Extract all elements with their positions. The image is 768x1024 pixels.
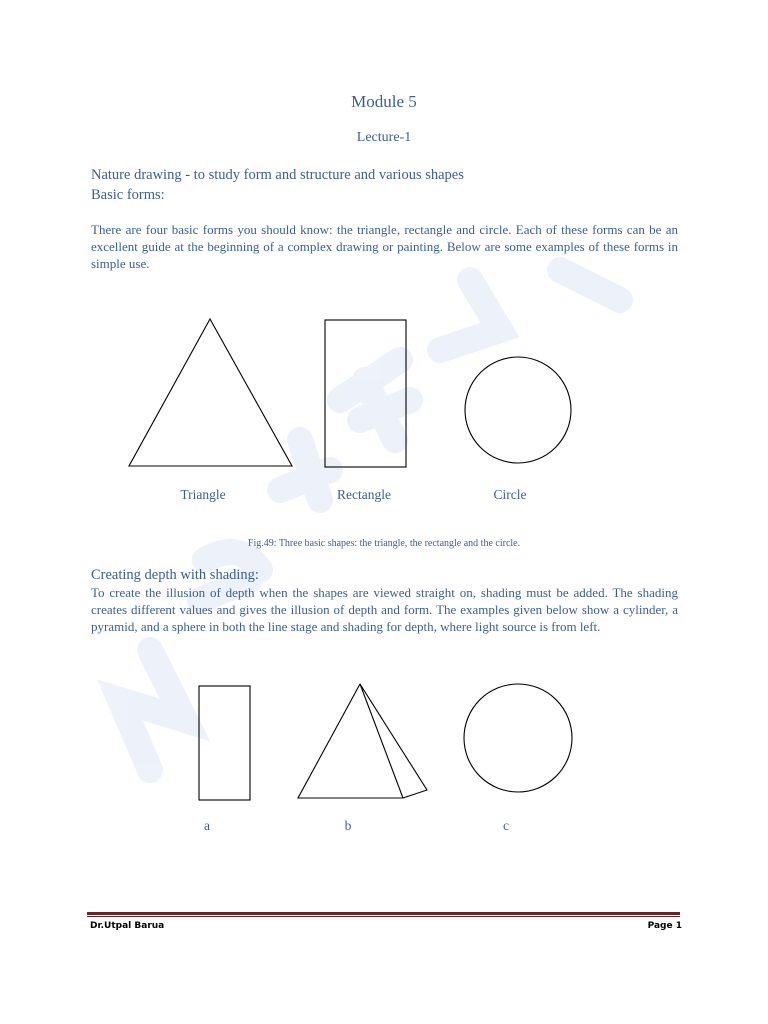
section-heading: Nature drawing - to study form and structure and various shapes <box>91 167 464 183</box>
circle-label: Circle <box>493 487 527 502</box>
triangle-label: Triangle <box>180 487 226 502</box>
sphere-outline <box>464 684 572 792</box>
figure-label-c: c <box>503 818 509 833</box>
figure-caption: Fig.49: Three basic shapes: the triangle, the rectangle and the circle. <box>247 538 521 549</box>
shading-heading: Creating depth with shading: <box>91 567 259 583</box>
rectangle-label: Rectangle <box>337 487 391 502</box>
cylinder-outline <box>199 686 250 800</box>
circle-shape <box>465 357 571 463</box>
pyramid-outline <box>298 684 427 798</box>
figure-label-b: b <box>344 818 352 833</box>
module-title: Module 5 <box>351 92 417 111</box>
intro-paragraph: There are four basic forms you should know: the triangle, rectangle and circle. Each of these forms can be an excellent guide at the beginning of a complex drawing or painting. Below are some examples of these forms in simple use. <box>91 222 678 271</box>
footer-author: Dr.Utpal Barua <box>90 921 165 931</box>
triangle-shape <box>129 319 292 466</box>
figure-label-a: a <box>204 818 210 833</box>
lecture-title: Lecture-1 <box>356 130 412 145</box>
rectangle-shape <box>325 320 406 467</box>
footer-rule <box>87 912 680 915</box>
footer-rule-thin <box>87 916 680 917</box>
shading-paragraph: To create the illusion of depth when the shapes are viewed straight on, shading must be added. The shading creates different values and gives the illusion of depth and form. The examples given below show a cylinder, a pyramid, and a sphere in both the line stage and shading for depth, where light source is from left. <box>91 585 678 634</box>
basic-forms-heading: Basic forms: <box>91 187 165 203</box>
footer-page-number: Page 1 <box>647 921 682 931</box>
